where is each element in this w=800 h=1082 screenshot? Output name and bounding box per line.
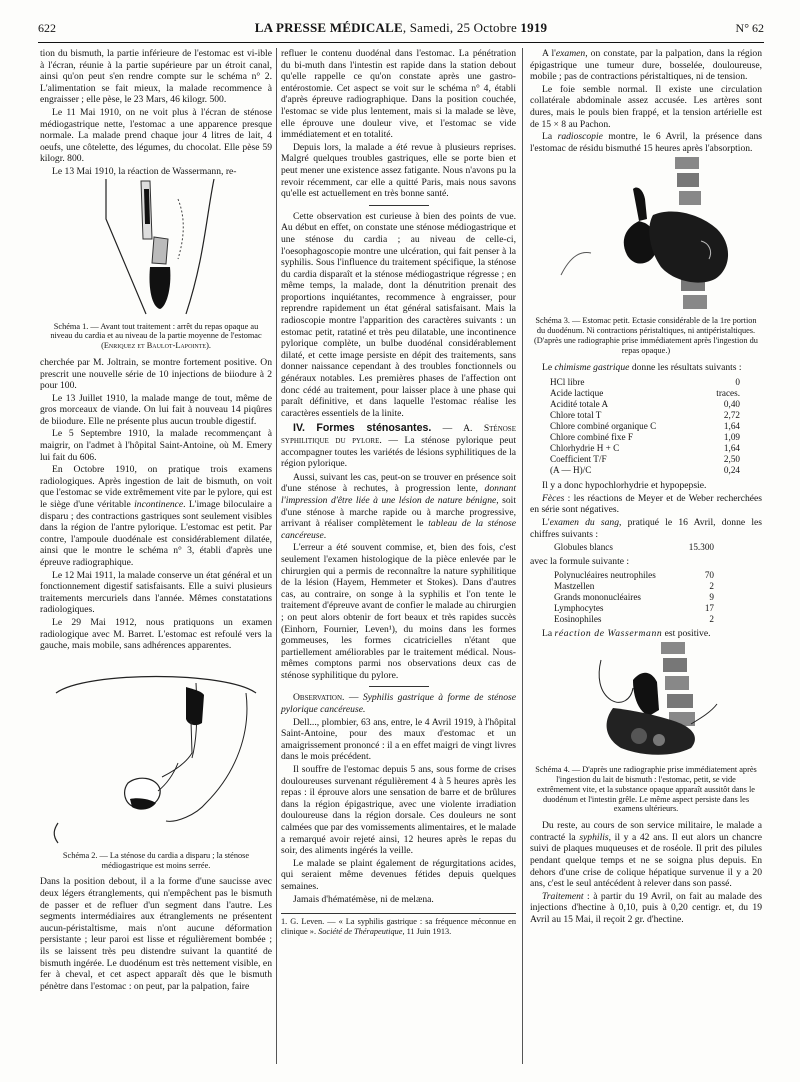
gastric-chemistry-table <box>550 377 762 476</box>
paragraph: La radioscopie montre, le 6 Avril, la présence dans l'estomac de résidu bismuthé 15 heures après l'absorption. <box>530 131 762 154</box>
paragraph: Le 13 Mai 1910, la réaction de Wassermann, re- <box>52 165 237 177</box>
column-2 <box>281 48 516 937</box>
schema-2-figure <box>46 653 266 848</box>
paragraph: Du reste, au cours de son service militaire, le malade a contracté la syphilis, il y a 42 ans. Il eut alors un chancre suivi de plaques muqueuses et de roséole. Il prit des pilules pendant quelque temps et ne se soigna plus depuis. En dehors d'une crise de colique hépatique survenue il y a 20 ans, c'est le seul antécédent à relever dans son passé. <box>530 820 762 890</box>
paragraph: Dans la position debout, il a la forme d'une saucisse avec deux légers étranglements, qui n'empêchent pas le bismuth de passer et de refluer d'un segment dans l'autre. Les segments intermédiaires aux étranglements ne présentent aucun-péristaltisme, mais n'ont aucune déformation persistante ; leur paroi est lisse et régulièrement bombée ; ils se laissent très peu distendre suivant la quantité de bismuth ingérée. Le duodénum est très nettement visible, en fer à cheval, et cet aspect apparaît dès que le bismuth pénètre dans l'estomac : on peut, par la palpation, faire <box>40 876 272 992</box>
column-3 <box>530 48 762 927</box>
schema-1-figure <box>86 179 226 319</box>
table-row: Globules blancs 15.300 <box>554 542 714 553</box>
paragraph: Il y a donc hypochlorhydrie et hypopepsie. <box>542 480 707 492</box>
paragraph: Traitement : à partir du 19 Avril, on fait au malade des injections d'hectine à 0,10, puis à 0,20 centigr. et, du 19 Avril au 15 Mai, il reçoit 2 gr. d'hectine. <box>530 890 762 926</box>
page-header <box>38 20 764 43</box>
paragraph: Le chimisme gastrique donne les résultats suivants : <box>542 361 742 373</box>
paragraph: Le 13 Juillet 1910, la malade mange de tout, même de gros morceaux de viande. On lui fait à nouveau 14 piqûres de biiodure. Elle ne présente plus aucun trouble digestif. <box>40 392 272 427</box>
table-row: Chlore combiné fixe F 1,09 <box>550 432 740 443</box>
paragraph: Le malade se plaint également de régurgitations acides, qui seraient même devenues fétides depuis quelques semaines. <box>281 857 516 892</box>
table-row: Coefficient T/F 2,50 <box>550 454 740 465</box>
issue-date: , Samedi, 25 Octobre <box>402 20 517 35</box>
footnote: 1. G. Leven. — « La syphilis gastrique : sa fréquence méconnue en clinique ». Société de Thérapeutique, 11 Juin 1913. <box>281 913 516 937</box>
blood-count <box>554 542 762 553</box>
table-row: Acide lactique traces. <box>550 388 740 399</box>
paragraph: Le 5 Septembre 1910, la malade recommençant à maigrir, on l'admet à l'hôpital Saint-Antoine, où M. Emery lui fait du 606. <box>40 428 272 463</box>
paragraph: Le 11 Mai 1910, on ne voit plus à l'écran de sténose médiogastrique nette, l'estomac a une apparence presque normale. La malade prend chaque jour 4 litres de lait, 4 oeufs, une côtelette, des légumes, du chocolat. Elle pèse 59 kilogr. 800. <box>40 106 272 165</box>
paragraph: En Octobre 1910, on pratique trois examens radiologiques. Après ingestion de lait de bismuth, on voit que l'estomac se vide extrêmement vite par le pylore, qui est le siège d'une véritable incontinence. L'image biloculaire a disparu ; des contractions gastriques sont seulement visibles dans la région de l'antre pylorique. L'estomac est petit. Par contre, l'ampoule duodénale est considérablement dilatée, ainsi que le montre le schéma n° 3, établi d'après une épreuve radiographique. <box>40 464 273 569</box>
journal-name: LA PRESSE MÉDICALE <box>254 20 403 35</box>
table-row: Lymphocytes 17 <box>554 602 714 613</box>
paragraph: Fèces : les réactions de Meyer et de Weber recherchées en série sont négatives. <box>530 492 762 516</box>
table-row: Acidité totale A 0,40 <box>550 399 740 410</box>
paragraph: La réaction de Wassermann est positive. <box>542 627 711 639</box>
column-1 <box>40 48 272 993</box>
observation-heading: Observation. — Syphilis gastrique à forme de sténose pylorique cancéreuse. <box>281 692 517 716</box>
paragraph: Le 29 Mai 1912, nous pratiquons un examen radiologique avec M. Barret. L'estomac est refoulé vers la gauche, mais mobile, sans adhérences apparentes. <box>40 616 272 652</box>
issue-number: N° 62 <box>735 21 764 35</box>
table-row: Chlore total T 2,72 <box>550 410 740 421</box>
table-row: Polynucléaires neutrophiles 70 <box>554 569 714 580</box>
paragraph: avec la formule suivante : <box>530 556 630 568</box>
schema-4-caption: Schéma 4. — D'après une radiographie prise immédiatement après l'ingestion du lait de bismuth : l'estomac, petit, se vide extrêmement vite, et la substance opaque apparaît aussitôt dans le duodénum et l'intestin grêle. Le même aspect persiste dans les examens ultérieurs. <box>535 765 757 814</box>
schema-4-figure <box>541 640 751 762</box>
paragraph: cherchée par M. Joltrain, se montre fortement positive. On prescrit une nouvelle série de 10 injections de biiodure à 2 pour 100. <box>40 356 272 392</box>
blood-formula-table <box>554 570 762 625</box>
paragraph: L'examen du sang, pratiqué le 16 Avril, donne les chiffres suivants : <box>530 516 763 540</box>
paragraph: Jamais d'hématémèse, ni de melæna. <box>293 893 434 905</box>
paragraph: Aussi, suivant les cas, peut-on se trouver en présence soit d'une sténose à rechutes, à progression lente, donnant l'impression d'être liée à une lésion de nature bénigne, soit d'une sténose à marche rapide ou à marche progressive, arrivant à réaliser complètement le tableau de la sténose cancéreuse. <box>281 471 517 541</box>
schema-2-caption: Schéma 2. — La sténose du cardia a disparu ; la sténose médiogastrique est moins serrée. <box>62 850 250 870</box>
paragraph: Dell..., plombier, 63 ans, entre, le 4 Avril 1919, à l'hôpital Saint-Antoine, pour des maux d'estomac et un amaigrissement prononcé : il a en effet maigri de vingt livres dans le mois précédent. <box>281 716 516 763</box>
issue-year: 1919 <box>520 20 548 35</box>
paragraph: L'erreur a été souvent commise, et, bien des fois, c'est seulement l'examen histologique de la pièce enlevée par le chirurgien qui a permis de reconnaître la nature syphilitique de la lésion (Hayem, Hemmeter et Stokes). Dans d'autres cas, au contraire, on songe à la syphilis et l'on tente le traitement d'épreuve avant de confier le malade au chirurgien ; on peut alors obtenir de fort beaux et très rapides succès (Einhorn, Fournier, Leven¹), du moins dans les formes gommeuses, les formes cicatricielles n'étant que partiellement améliorables par le traitement médical. Nous-mêmes comptons parmi nos observations deux cas de sténose syphilitique du pylore. <box>281 542 516 681</box>
paragraph: refluer le contenu duodénal dans l'estomac. La pénétration du bi-muth dans l'intestin est rapide dans la station debout qu'elle rappelle ce qu'on constate après une gastro-entérostomie. Cet aspect se voit sur le schéma n° 4, établi d'après épreuve radiographique. Dans la position couchée, l'estomac se vide plus lentement, mais si la malade se lève, elle éprouve une douleur vive, et l'estomac se vide immédiatement et en totalité. <box>281 48 516 141</box>
table-row: Mastzellen 2 <box>554 580 714 591</box>
table-row: HCl libre 0 <box>550 377 740 388</box>
page-number: 622 <box>38 21 56 35</box>
paragraph: Il souffre de l'estomac depuis 5 ans, sous forme de crises douloureuses survenant régulièrement 4 à 5 heures après les repas : il éprouve alors une sensation de barre et de brûlures dans la région épigastrique, avec une violente irradiation douloureuse dans la région dorsale. Ces douleurs ne sont calmées que par des vomissements alimentaires, et le malade a remarqué avoir rejeté ainsi, 12 heures après le repas du soir, des aliments ingérés la veille. <box>281 764 516 857</box>
table-row: Grands mononucléaires 9 <box>554 591 714 602</box>
journal-title <box>98 20 704 36</box>
paragraph: Depuis lors, la malade a été revue à plusieurs reprises. Malgré quelques troubles gastriques, elle se porte bien et peut mener une existence assez fatigante. Nous n'avons pu la revoir récemment, car elle a quitté Paris, mais nous savons qu'elle est actuellement en très bonne santé. <box>281 141 516 200</box>
paragraph: A l'examen, on constate, par la palpation, dans la région épigastrique une tumeur dure, bosselée, douloureuse, mobile ; pas de contractions péristaltiques, ni de tension. <box>530 48 762 83</box>
table-row: Chlorhydrie H + C 1,64 <box>550 443 740 454</box>
paragraph: tion du bismuth, la partie inférieure de l'estomac est vi-ible à l'écran, réunie à la partie supérieure par un étroit canal, ainsi qu'on peut s'en rendre compte sur le schéma n° 2. L'alimentation se fait mieux, la malade recommence à engraisser ; elle pèse, le 23 Mars, 46 kilogr. 500. <box>40 48 272 106</box>
section-separator <box>369 205 429 206</box>
paragraph: Le 12 Mai 1911, la malade conserve un état général et un fonctionnement digestif satisfaisants. Elle a suivi plusieurs traitements mercuriels dans l'année. Mêmes constatations radiologiques. <box>40 569 272 616</box>
table-row: Eosinophiles 2 <box>554 613 714 624</box>
column-rule-1 <box>276 48 277 1064</box>
column-rule-2 <box>522 48 523 1064</box>
table-row: Chlore combiné organique C 1,64 <box>550 421 740 432</box>
paragraph: Cette observation est curieuse à bien des points de vue. Au début en effet, on constate une sténose médiogastrique et une sténose du cardia ; au niveau de celle-ci, l'oesophagoscopie montre une ulcération, qui fait penser à la syphilis. Sous l'influence du traitement spécifique, la sténose du cardia disparaît et la sténose médiogastrique régresse ; en même temps, la malade, dont la dénutrition prenait des proportions inquiétantes, recommence à engraisser, pour reprendre rapidement un état général satisfaisant. Mais la radioscopie montre l'apparition des caractères suivants : un estomac petit, ratatiné et très peu dilatable, une incontinence pylorique complète, un bulbe duodénal considérablement dilaté, et cette image persiste en dépit des traitements, sans donner naissance cependant à des troubles fonctionnels ou généraux notables. Les premières phases de l'affection ont donc cédé au traitement, pour laisser place à une phase qui paraît définitive, et dans laquelle l'estomac réalise les caractères essentiels de la linite. <box>281 210 516 419</box>
schema-1-caption: Schéma 1. — Avant tout traitement : arrêt du repas opaque au niveau du cardia et au niveau de la partie moyenne de l'estomac (Enriquez et Baulot-Lapointe). <box>50 321 262 351</box>
paragraph: Le foie semble normal. Il existe une circulation collatérale abdominale assez accusée. Les artères sont dures, mais le pouls bien frappé, et la tension artérielle est de 15 × 8 au Pachon. <box>530 83 762 130</box>
table-row: (A — H)/C 0,24 <box>550 465 740 476</box>
section-separator <box>369 686 429 687</box>
schema-3-caption: Schéma 3. — Estomac petit. Ectasie considérable de la 1re portion du duodénum. Ni contractions péristaltiques, ni antipéristaltiques. (D'après une radiographie prise immédiatement après l'ingestion du repas opaque.) <box>534 316 758 355</box>
schema-3-figure <box>541 155 751 313</box>
section-heading: IV. Formes sténosantes. — A. Sténose syphilitique du pylore. — La sténose pylorique peut accompagner toutes les variétés de lésions syphilitiques de la région pylorique. <box>281 422 517 470</box>
